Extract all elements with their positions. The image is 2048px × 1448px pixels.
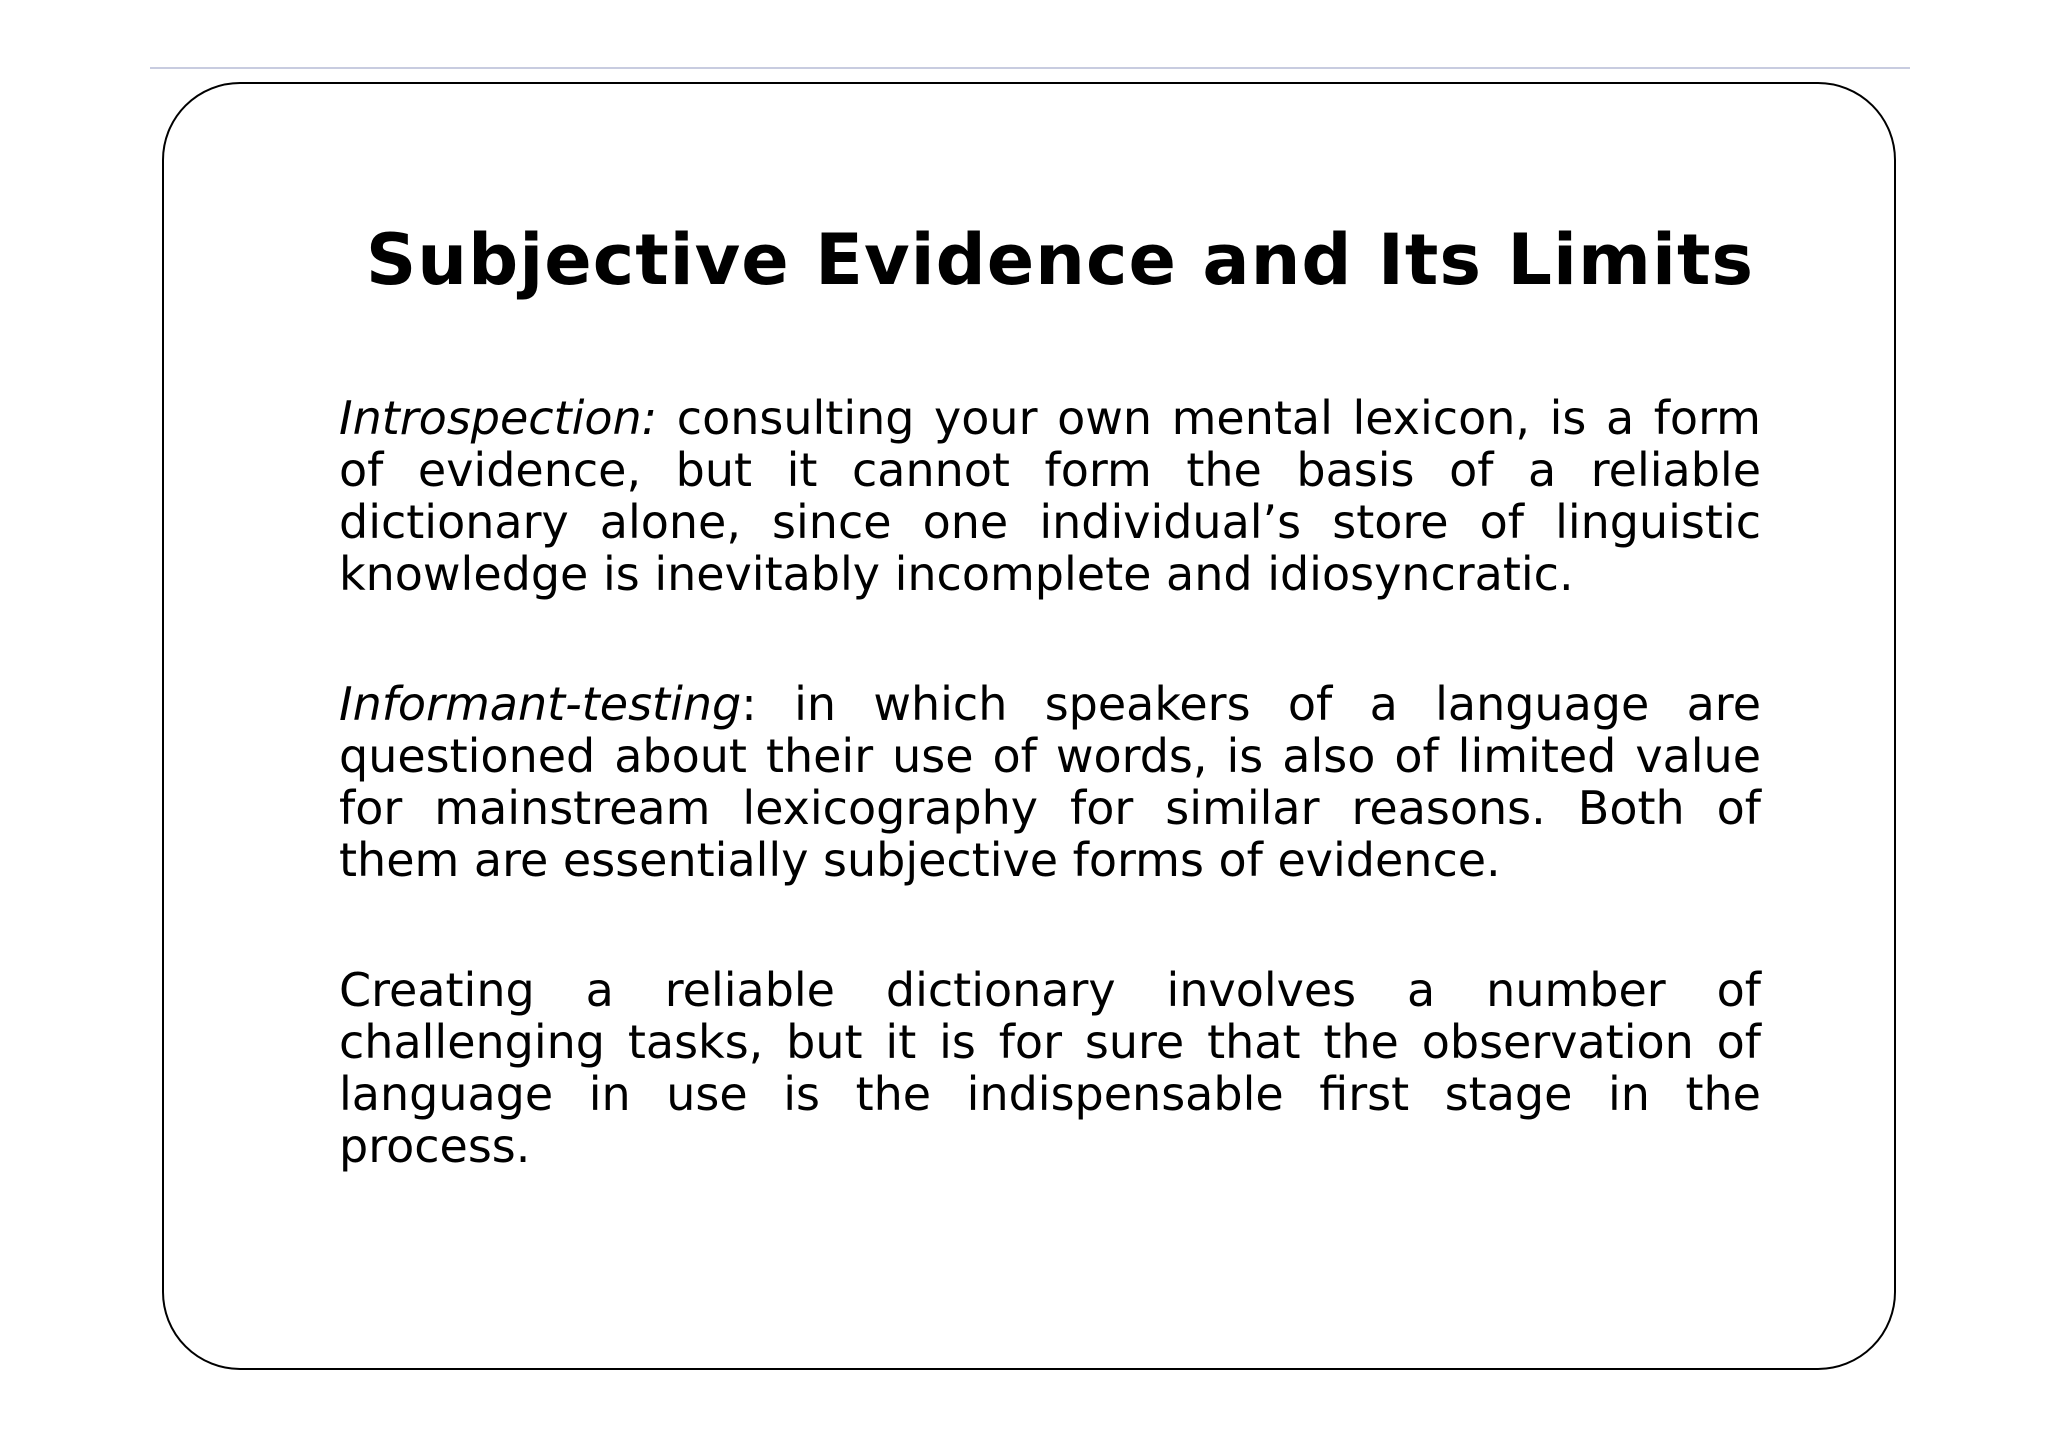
paragraph-conclusion-text: Creating a reliable dictionary involves a number of challenging tasks, but it is for sure that the observation of language in use is the indispensable first stage in the process. [339,963,1761,1173]
term-introspection: Introspection: [339,391,658,445]
header-rule [150,67,1910,69]
paragraph-conclusion [339,964,1761,1172]
paragraph-informant-testing-text: : in which speakers of a language are questioned about their use of words, is also of limited value for mainstream lexicography for similar reasons. Both of them are essentially subjective forms of evidence. [339,677,1761,887]
paragraph-introspection-text: consulting your own mental lexicon, is a form of evidence, but it cannot form the basis of a reliable dictionary alone, since one individual’s store of linguistic knowledge is inevitably incomplete and idiosyncratic. [339,391,1761,601]
slide-title: Subjective Evidence and Its Limits [365,219,1755,301]
paragraph-introspection [339,392,1761,600]
paragraph-informant-testing [339,678,1761,886]
slide-body [339,392,1761,1172]
term-informant-testing: Informant-testing [339,677,742,731]
